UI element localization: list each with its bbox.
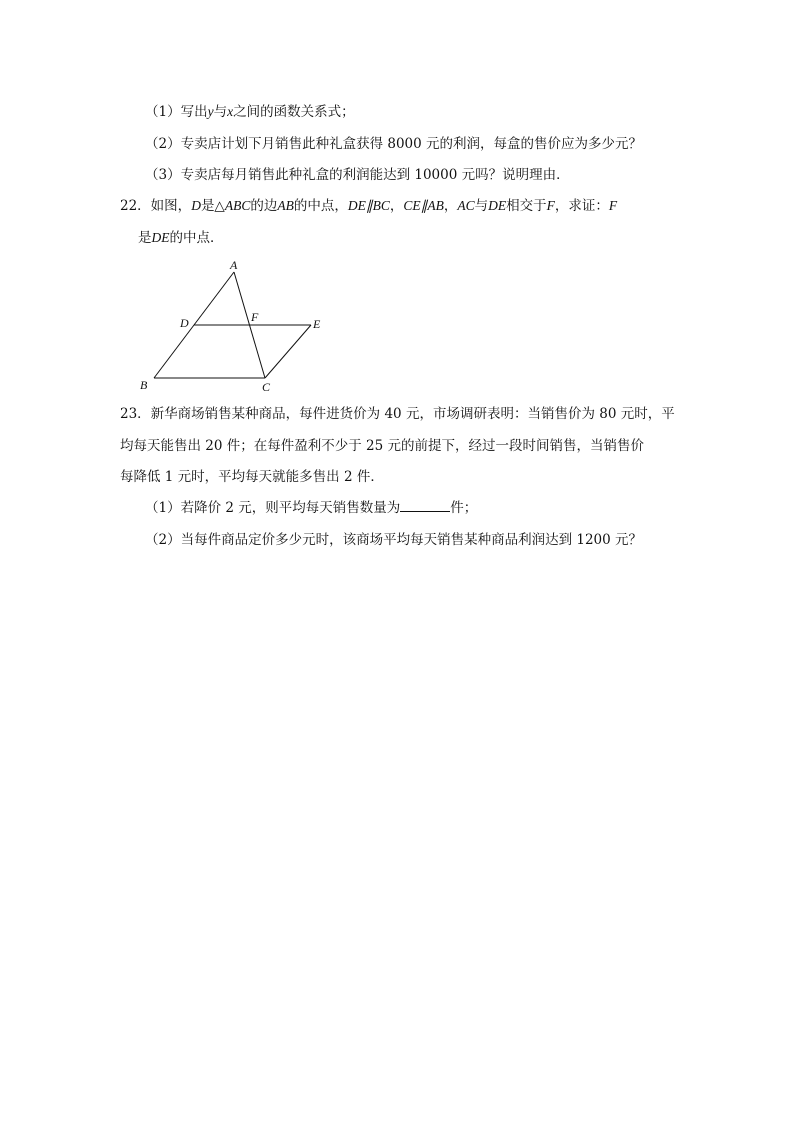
label-B: B [140,378,148,392]
answer-blank[interactable] [400,498,450,512]
geometry-figure [138,254,328,394]
label-D: D [180,316,189,330]
label-A: A [230,258,238,272]
q21-part2: （2）专卖店计划下月销售此种礼盒获得 8000 元的利润，每盒的售价应为多少元？ [145,136,643,152]
label-C: C [262,380,271,394]
q23-line3: 每降低 1 元时，平均每天就能多售出 2 件． [120,469,384,485]
q21-part3: （3）专卖店每月销售此种礼盒的利润能达到 10000 元吗？说明理由． [145,167,570,183]
q23-part2: （2）当每件商品定价多少元时，该商场平均每天销售某种商品利润达到 1200 元？ [145,532,643,548]
q21-part1: （1）写出y与x之间的函数关系式； [145,104,355,120]
q23-part1: （1）若降价 2 元，则平均每天销售数量为 件； [145,500,478,516]
segment-CE [265,325,311,378]
q22-line1: 22．如图，D是△ABC的边AB的中点，DE∥BC，CE∥AB，AC与DE相交于F，求证：F [120,198,618,214]
q22-line2: 是DE的中点． [138,230,224,246]
q23-line1: 23．新华商场销售某种商品，每件进货价为 40 元，市场调研表明：当销售价为 80 元时，平 [120,406,675,422]
label-F: F [251,310,259,324]
q23-line2: 均每天能售出 20 件；在每件盈利不少于 25 元的前提下，经过一段时间销售，当销售价 [120,438,645,454]
label-E: E [313,317,321,331]
